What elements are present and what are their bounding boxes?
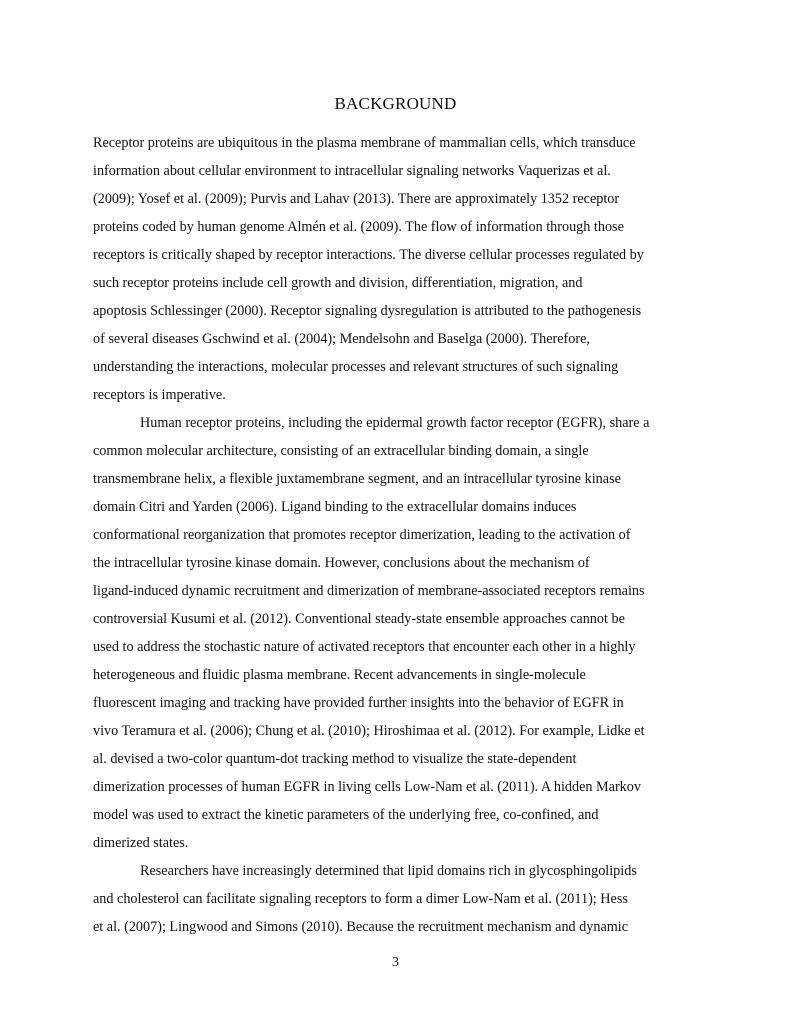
- text-line: receptors is imperative.: [93, 387, 226, 403]
- paragraph: [93, 409, 699, 857]
- body-text: [93, 129, 699, 941]
- paragraph: [93, 857, 699, 941]
- text-line: information about cellular environment to intracellular signaling networks Vaquerizas et al.: [93, 163, 611, 179]
- text-line: dimerized states.: [93, 835, 189, 851]
- text-line: Human receptor proteins, including the epidermal growth factor receptor (EGFR), share a: [140, 415, 650, 431]
- text-line: dimerization processes of human EGFR in living cells Low-Nam et al. (2011). A hidden Markov: [93, 779, 641, 795]
- text-line: model was used to extract the kinetic parameters of the underlying free, co-confined, and: [93, 807, 599, 823]
- text-line: al. devised a two-color quantum-dot tracking method to visualize the state-dependent: [93, 751, 577, 767]
- paragraph: [93, 129, 699, 409]
- text-line: of several diseases Gschwind et al. (2004); Mendelsohn and Baselga (2000). Therefore,: [93, 331, 590, 347]
- section-heading: BACKGROUND: [334, 94, 457, 113]
- text-line: ligand-induced dynamic recruitment and dimerization of membrane-associated receptors remains: [93, 583, 645, 599]
- text-line: apoptosis Schlessinger (2000). Receptor signaling dysregulation is attributed to the pathogenesis: [93, 303, 642, 319]
- text-line: conformational reorganization that promotes receptor dimerization, leading to the activation of: [93, 527, 631, 543]
- text-line: heterogeneous and fluidic plasma membrane. Recent advancements in single-molecule: [93, 667, 586, 683]
- text-line: (2009); Yosef et al. (2009); Purvis and Lahav (2013). There are approximately 1352 receptor: [93, 191, 620, 207]
- text-line: Researchers have increasingly determined that lipid domains rich in glycosphingolipids: [140, 863, 637, 879]
- text-line: understanding the interactions, molecular processes and relevant structures of such signaling: [93, 359, 619, 375]
- text-line: the intracellular tyrosine kinase domain. However, conclusions about the mechanism of: [93, 555, 590, 571]
- text-line: and cholesterol can facilitate signaling receptors to form a dimer Low-Nam et al. (2011); Hess: [93, 891, 628, 907]
- text-line: receptors is critically shaped by receptor interactions. The diverse cellular processes regulated by: [93, 247, 644, 263]
- text-line: vivo Teramura et al. (2006); Chung et al. (2010); Hiroshimaa et al. (2012). For example, Lidke et: [93, 723, 645, 739]
- text-line: transmembrane helix, a flexible juxtamembrane segment, and an intracellular tyrosine kinase: [93, 471, 621, 487]
- text-line: domain Citri and Yarden (2006). Ligand binding to the extracellular domains induces: [93, 499, 577, 515]
- text-line: et al. (2007); Lingwood and Simons (2010). Because the recruitment mechanism and dynamic: [93, 919, 629, 935]
- text-line: such receptor proteins include cell growth and division, differentiation, migration, and: [93, 275, 583, 291]
- text-line: controversial Kusumi et al. (2012). Conventional steady-state ensemble approaches cannot be: [93, 611, 625, 627]
- page-number: 3: [392, 955, 399, 970]
- text-line: fluorescent imaging and tracking have provided further insights into the behavior of EGFR in: [93, 695, 624, 711]
- text-line: Receptor proteins are ubiquitous in the plasma membrane of mammalian cells, which transduce: [93, 135, 636, 151]
- text-line: common molecular architecture, consisting of an extracellular binding domain, a single: [93, 443, 589, 459]
- text-line: used to address the stochastic nature of activated receptors that encounter each other in a highly: [93, 639, 636, 655]
- text-line: proteins coded by human genome Almén et al. (2009). The flow of information through those: [93, 219, 624, 235]
